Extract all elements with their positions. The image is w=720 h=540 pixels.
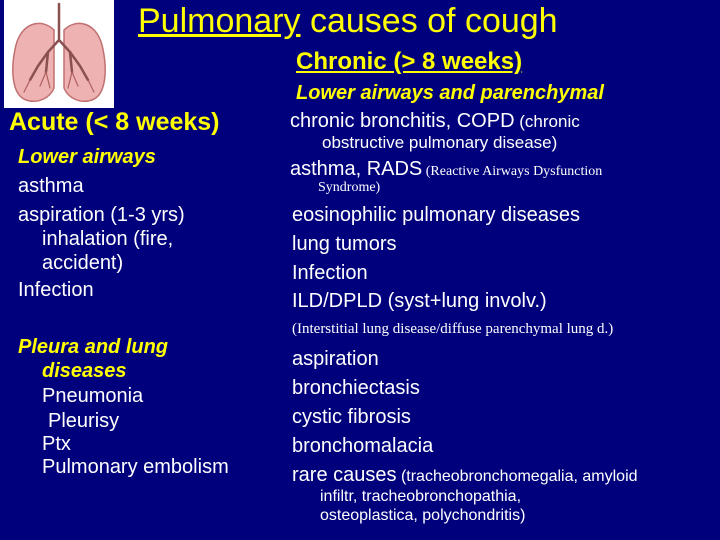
list-item: Infection (18, 279, 94, 301)
list-item: bronchomalacia (292, 435, 434, 457)
list-item (290, 158, 602, 181)
list-item-note: obstructive pulmonary disease) (322, 133, 558, 152)
title-underlined-word: Pulmonary (138, 2, 301, 40)
list-item: Pulmonary embolism (42, 456, 229, 478)
list-item-note: osteoplastica, polychondritis) (320, 507, 526, 524)
list-item: Infection (292, 262, 368, 284)
list-item: bronchiectasis (292, 377, 420, 399)
list-item-note: Syndrome) (318, 180, 381, 195)
list-item: cystic fibrosis (292, 406, 411, 428)
chronic-heading: Chronic (> 8 weeks) (296, 48, 523, 75)
list-item-note: (Reactive Airways Dysfunction (422, 164, 603, 179)
list-item: aspiration (292, 348, 379, 370)
list-item: lung tumors (292, 233, 397, 255)
list-item: accident) (42, 252, 124, 274)
list-item-main: asthma, RADS (290, 158, 423, 180)
chronic-subheading: Lower airways and parenchymal (296, 82, 604, 104)
list-item: Ptx (42, 433, 71, 455)
list-item: ILD/DPLD (syst+lung involv.) (292, 290, 547, 312)
pleura-heading-line1: Pleura and lung (18, 336, 169, 358)
lungs-icon (4, 0, 114, 108)
list-item: asthma (18, 175, 84, 197)
lower-airways-heading: Lower airways (18, 146, 156, 168)
list-item: eosinophilic pulmonary diseases (292, 204, 580, 226)
list-item: inhalation (fire, (42, 228, 174, 250)
acute-heading: Acute (< 8 weeks) (9, 108, 220, 136)
slide-title (138, 2, 558, 41)
list-item: Pneumonia (42, 385, 144, 407)
list-item: Pleurisy (48, 410, 120, 432)
list-item-main: chronic bronchitis, COPD (290, 110, 515, 132)
pleura-heading-line2: diseases (42, 360, 127, 382)
list-item-note: infiltr, tracheobronchopathia, (320, 488, 522, 505)
list-item (290, 110, 580, 133)
list-item (292, 464, 638, 487)
list-item-note: (chronic (514, 112, 580, 131)
list-item: aspiration (1-3 yrs) (18, 204, 185, 226)
list-item-main: rare causes (292, 464, 397, 486)
list-item-note: (tracheobronchomegalia, amyloid (396, 468, 638, 485)
title-rest: causes of cough (300, 2, 558, 40)
list-item-note: (Interstitial lung disease/diffuse parenchymal lung d.) (292, 321, 614, 337)
